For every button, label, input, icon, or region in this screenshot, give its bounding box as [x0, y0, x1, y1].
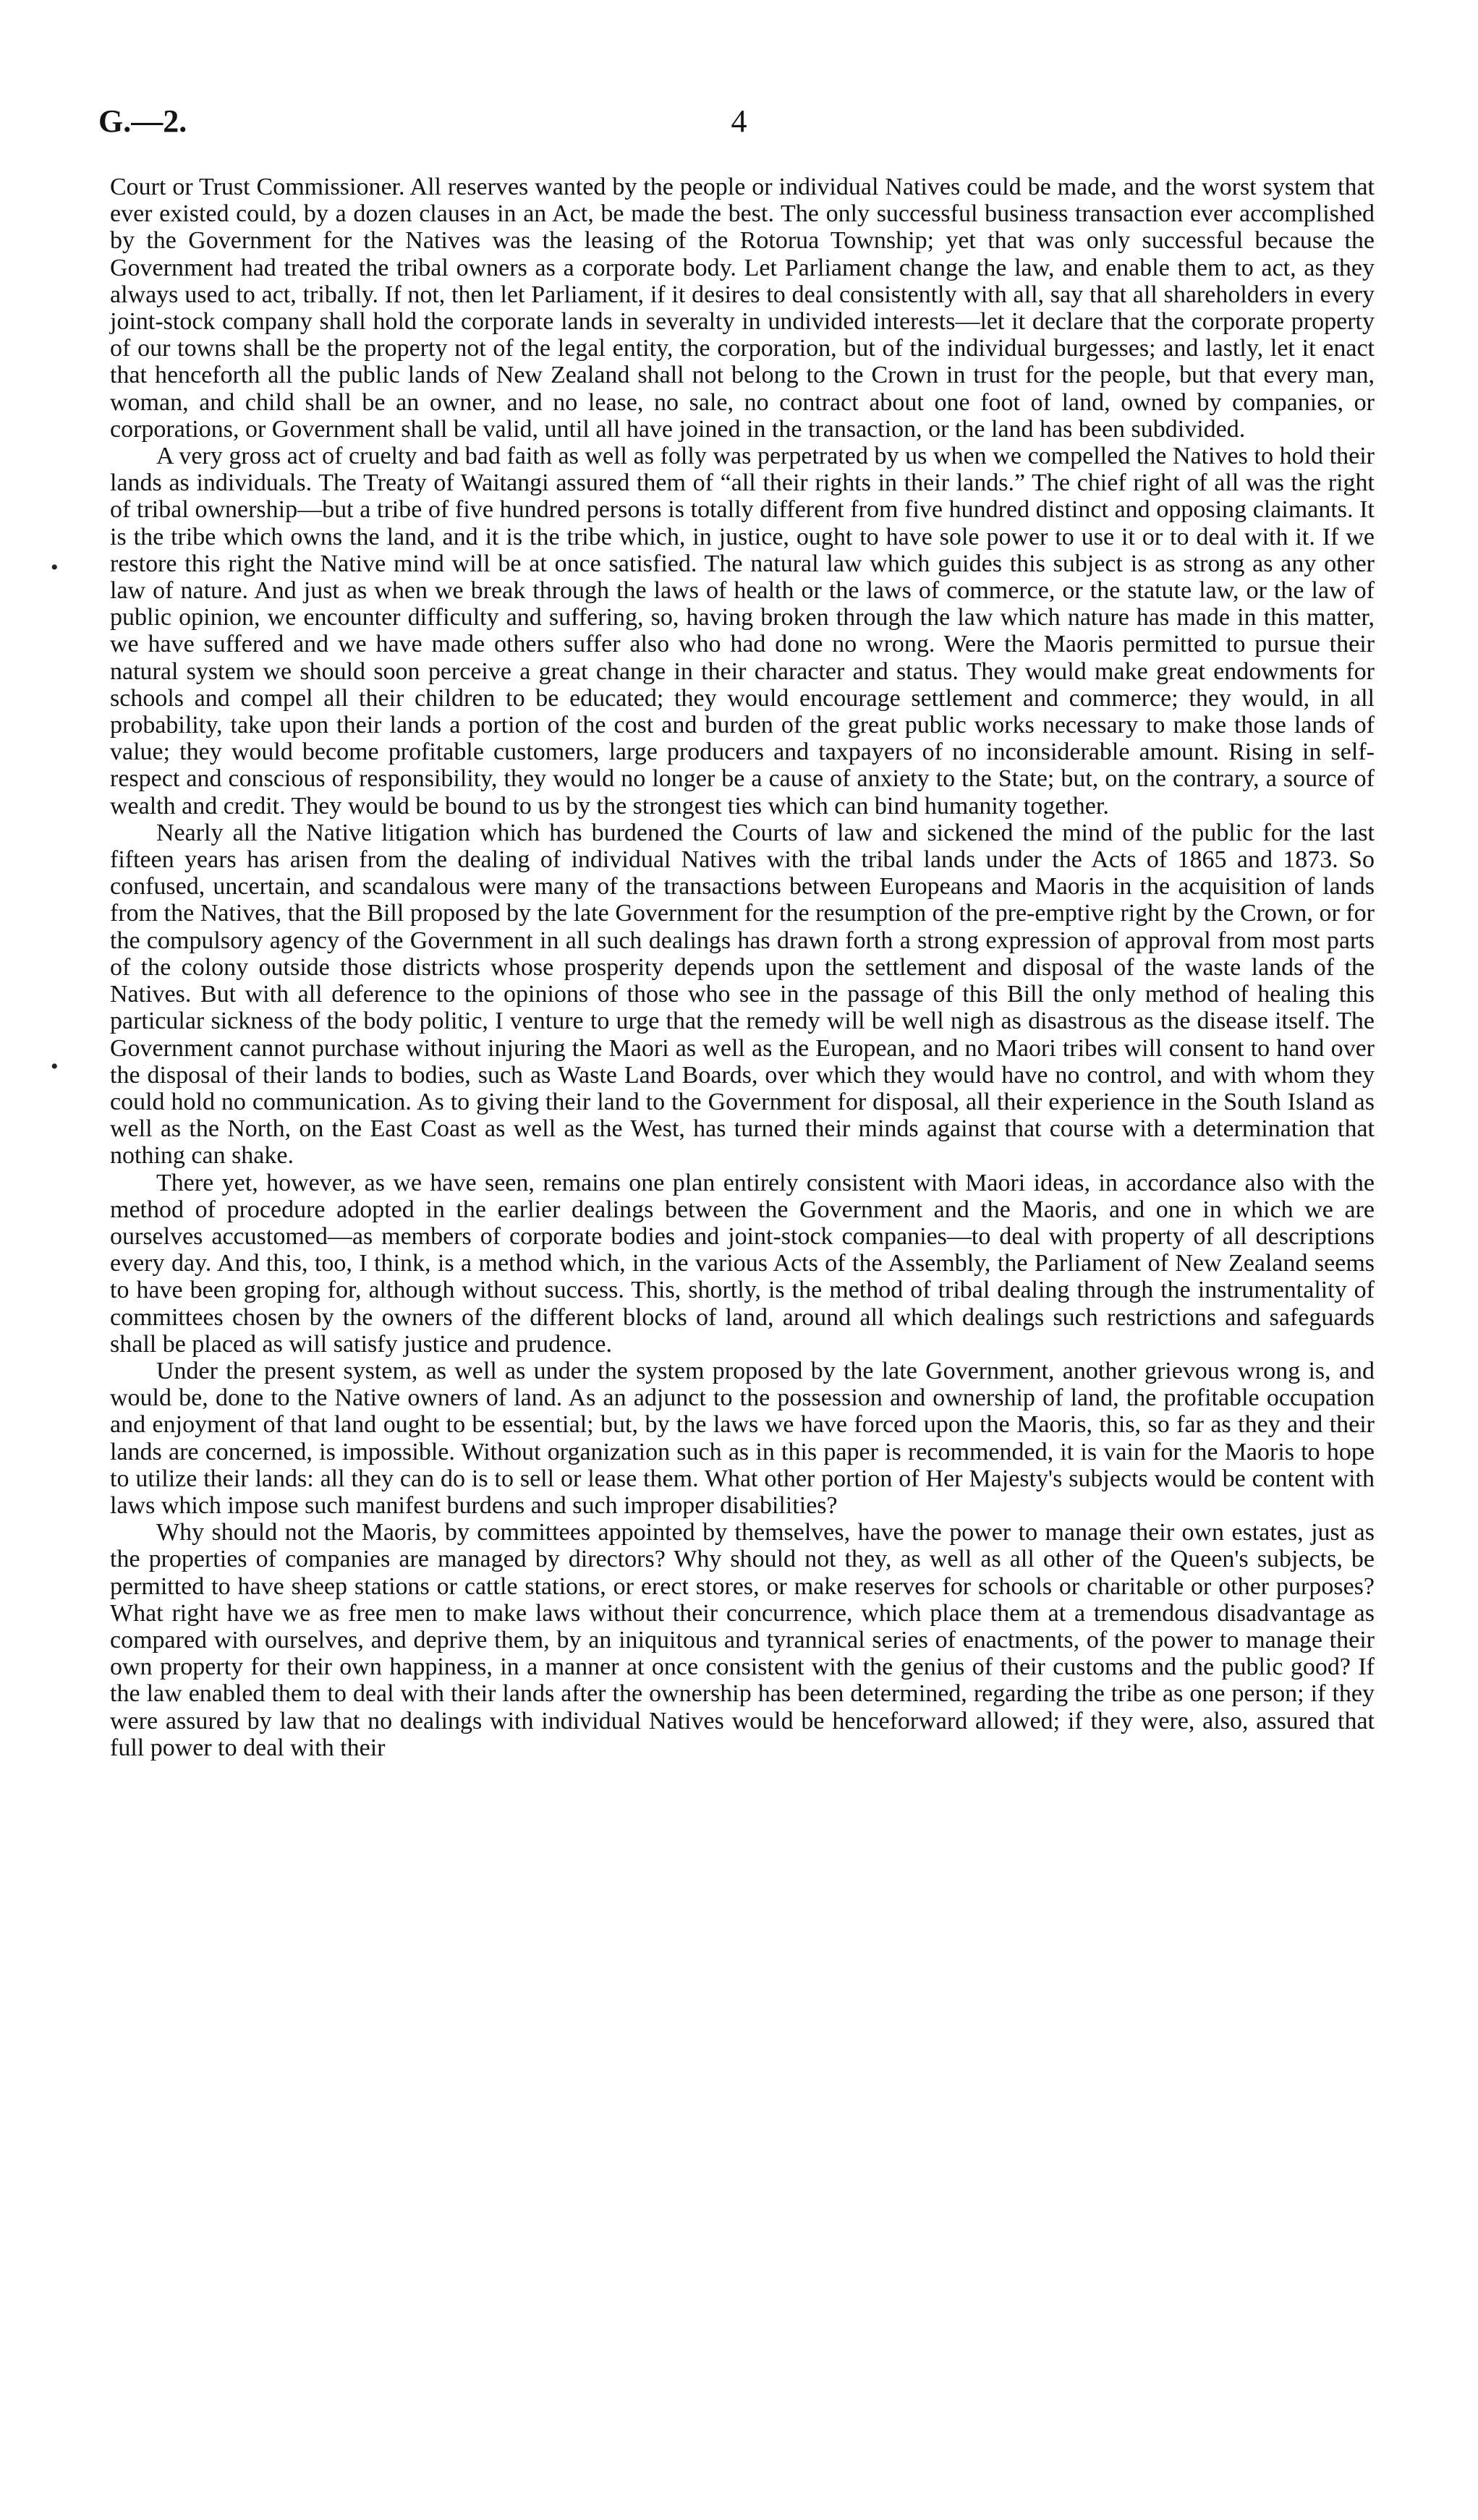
document-id: G.—2.	[98, 103, 187, 139]
paragraph: Court or Trust Commissioner. All reserves wanted by the people or individual Natives could be made, and the worst system that ever existed could, by a dozen clauses in an Act, be made the best. The only successful business transaction ever accomplished by the Government for the Natives was the leasing of the Rotorua Township; yet that was only successful because the Government had treated the tribal owners as a corporate body. Let Parliament change the law, and enable them to act, as they always used to act, tribally. If not, then let Parliament, if it desires to deal consistently with all, say that all shareholders in every joint-stock company shall hold the corporate lands in severalty in undivided interests—let it declare that the corporate property of our towns shall be the property not of the legal entity, the corporation, but of the individual burgesses; and lastly, let it enact that henceforth all the public lands of New Zealand shall not belong to the Crown in trust for the people, but that every man, woman, and child shall be an owner, and no lease, no sale, no contract about one foot of land, owned by companies, or corporations, or Government shall be valid, until all have joined in the transaction, or the land has been subdivided.	[110, 174, 1375, 443]
paragraph: Nearly all the Native litigation which has burdened the Courts of law and sickened the mind of the public for the last fifteen years has arisen from the dealing of individual Natives with the tribal lands under the Acts of 1865 and 1873. So confused, uncertain, and scandalous were many of the transactions between Europeans and Maoris in the acquisition of lands from the Natives, that the Bill proposed by the late Government for the resumption of the pre-emptive right by the Crown, or for the compulsory agency of the Government in all such dealings has drawn forth a strong expression of approval from most parts of the colony outside those districts whose prosperity depends upon the settlement and disposal of the waste lands of the Natives. But with all deference to the opinions of those who see in the passage of this Bill the only method of healing this particular sickness of the body politic, I venture to urge that the remedy will be well nigh as disastrous as the disease itself. The Government cannot purchase without injuring the Maori as well as the European, and no Maori tribes will consent to hand over the disposal of their lands to bodies, such as Waste Land Boards, over which they would have no control, and with whom they could hold no communication. As to giving their land to the Government for disposal, all their experience in the South Island as well as the North, on the East Coast as well as the West, has turned their minds against that course with a determination that nothing can shake.	[110, 819, 1375, 1170]
body-text	[110, 174, 1375, 1761]
margin-dot-mark: •	[51, 1055, 59, 1078]
paragraph: Under the present system, as well as under the system proposed by the late Government, another grievous wrong is, and would be, done to the Native owners of land. As an adjunct to the possession and ownership of land, the profitable occupation and enjoyment of that land ought to be essential; but, by the laws we have forced upon the Maoris, this, so far as they and their lands are concerned, is impossible. Without organization such as in this paper is recommended, it is vain for the Maoris to hope to utilize their lands: all they can do is to sell or lease them. What other portion of Her Majesty's subjects would be content with laws which impose such manifest burdens and such improper disabilities?	[110, 1357, 1375, 1519]
paragraph: There yet, however, as we have seen, remains one plan entirely consistent with Maori ideas, in accordance also with the method of procedure adopted in the earlier dealings between the Government and the Maoris, and one in which we are ourselves accustomed—as members of corporate bodies and joint-stock companies—to deal with property of all descriptions every day. And this, too, I think, is a method which, in the various Acts of the Assembly, the Parliament of New Zealand seems to have been groping for, although without success. This, shortly, is the method of tribal dealing through the instrumentality of committees chosen by the owners of the different blocks of land, around all which dealings such restrictions and safeguards shall be placed as will satisfy justice and prudence.	[110, 1169, 1375, 1358]
page-header	[98, 103, 1380, 146]
paragraph: Why should not the Maoris, by committees appointed by themselves, have the power to manage their own estates, just as the properties of companies are managed by directors? Why should not they, as well as all other of the Queen's subjects, be permitted to have sheep stations or cattle stations, or erect stores, or make reserves for schools or charitable or other purposes? What right have we as free men to make laws without their concurrence, which place them at a tremendous disadvantage as compared with ourselves, and deprive them, by an iniquitous and tyrannical series of enactments, of the power to manage their own property for their own happiness, in a manner at once consistent with the genius of their customs and the public good? If the law enabled them to deal with their lands after the ownership has been determined, regarding the tribe as one person; if they were assured by law that no dealings with individual Natives would be henceforward allowed; if they were, also, assured that full power to deal with their	[110, 1519, 1375, 1761]
paragraph: A very gross act of cruelty and bad faith as well as folly was perpetrated by us when we compelled the Natives to hold their lands as individuals. The Treaty of Waitangi assured them of “all their rights in their lands.” The chief right of all was the right of tribal ownership—but a tribe of five hundred persons is totally different from five hundred distinct and opposing claimants. It is the tribe which owns the land, and it is the tribe which, in justice, ought to have sole power to use it or to deal with it. If we restore this right the Native mind will be at once satisfied. The natural law which guides this subject is as strong as any other law of nature. And just as when we break through the laws of health or the laws of commerce, or the statute law, or the law of public opinion, we encounter difficulty and suffering, so, having broken through the law which nature has made in this matter, we have suffered and we have made others suffer also who had done no wrong. Were the Maoris permitted to pursue their natural system we should soon perceive a great change in their character and status. They would make great endowments for schools and compel all their children to be educated; they would encourage settlement and commerce; they would, in all probability, take upon their lands a portion of the cost and burden of the great public works necessary to make those lands of value; they would become profitable customers, large producers and taxpayers of no inconsiderable amount. Rising in self-respect and conscious of responsibility, they would no longer be a cause of anxiety to the State; but, on the contrary, a source of wealth and credit. They would be bound to us by the strongest ties which can bind humanity together.	[110, 443, 1375, 820]
page-number: 4	[731, 103, 747, 139]
margin-dot-mark: •	[51, 555, 59, 579]
